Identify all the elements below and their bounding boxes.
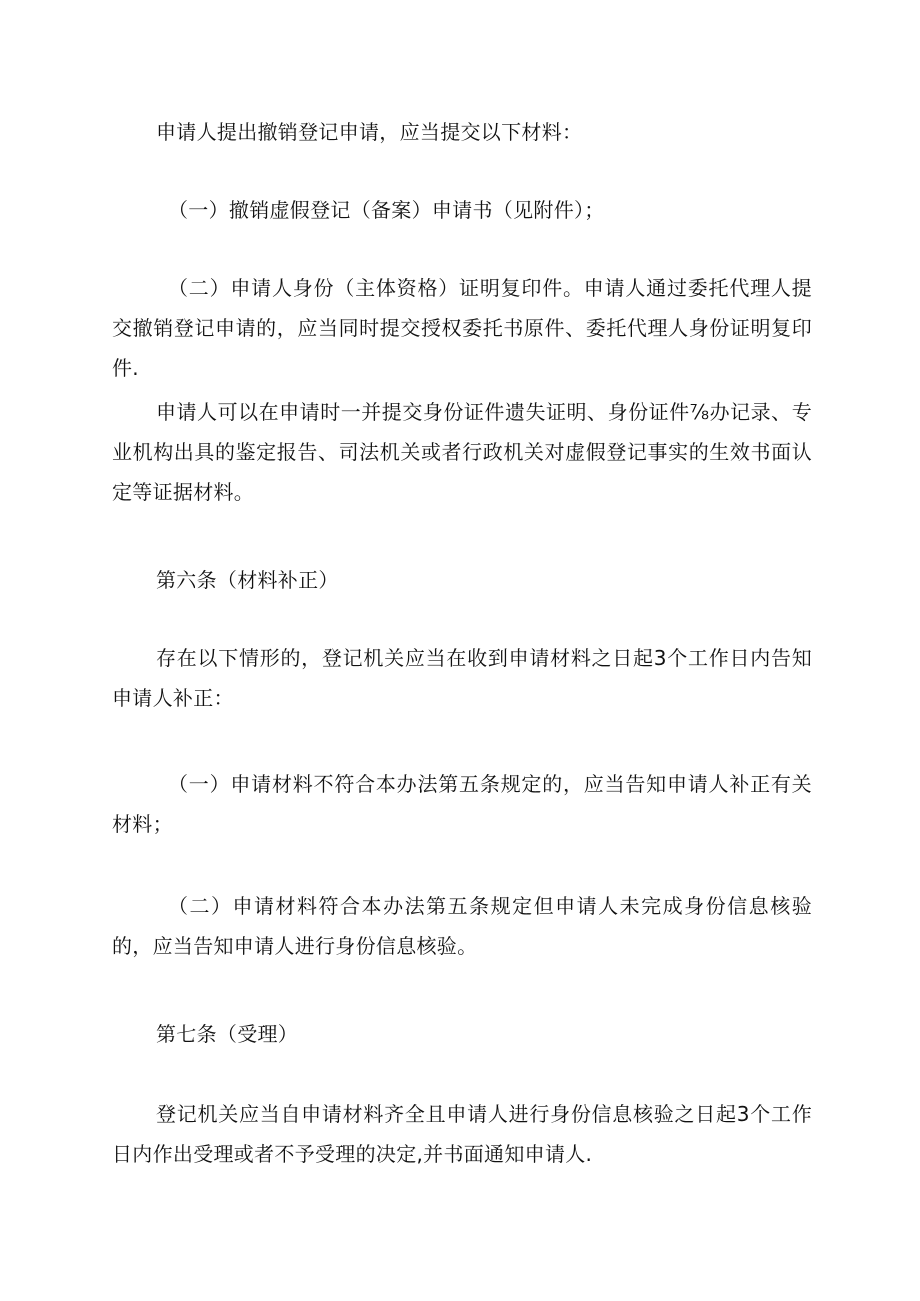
list-item-identity-verification: （二）申请材料符合本办法第五条规定但申请人未完成身份信息核验的，应当告知申请人进行身份信息核验。 — [112, 894, 812, 958]
list-item-nonconforming-materials: （一）申请材料不符合本办法第五条规定的，应当告知申请人补正有关材料； — [112, 772, 812, 836]
list-item-identity-copy: （二）申请人身份（主体资格）证明复印件。申请人通过委托代理人提交撤销登记申请的，应当同时提交授权委托书原件、委托代理人身份证明复印件. — [112, 276, 812, 380]
article-seven-heading: 第七条（受理） — [156, 1022, 299, 1046]
article-six-heading: 第六条（材料补正） — [156, 568, 339, 592]
paragraph-correction-conditions: 存在以下情形的，登记机关应当在收到申请材料之日起3个工作日内告知申请人补正： — [112, 646, 812, 710]
paragraph-evidence-materials: 申请人可以在申请时一并提交身份证件遗失证明、身份证件⅞办记录、专业机构出具的鉴定报告、司法机关或者行政机关对虚假登记事实的生效书面认定等证据材料。 — [112, 400, 812, 504]
paragraph-materials-intro: 申请人提出撤销登记申请，应当提交以下材料： — [156, 120, 583, 144]
paragraph-acceptance-decision: 登记机关应当自申请材料齐全且申请人进行身份信息核验之日起3个工作日内作出受理或者不予受理的决定,并书面通知申请人. — [112, 1102, 812, 1166]
list-item-application-form: （一）撤销虚假登记（备案）申请书（见附件）； — [168, 198, 605, 222]
